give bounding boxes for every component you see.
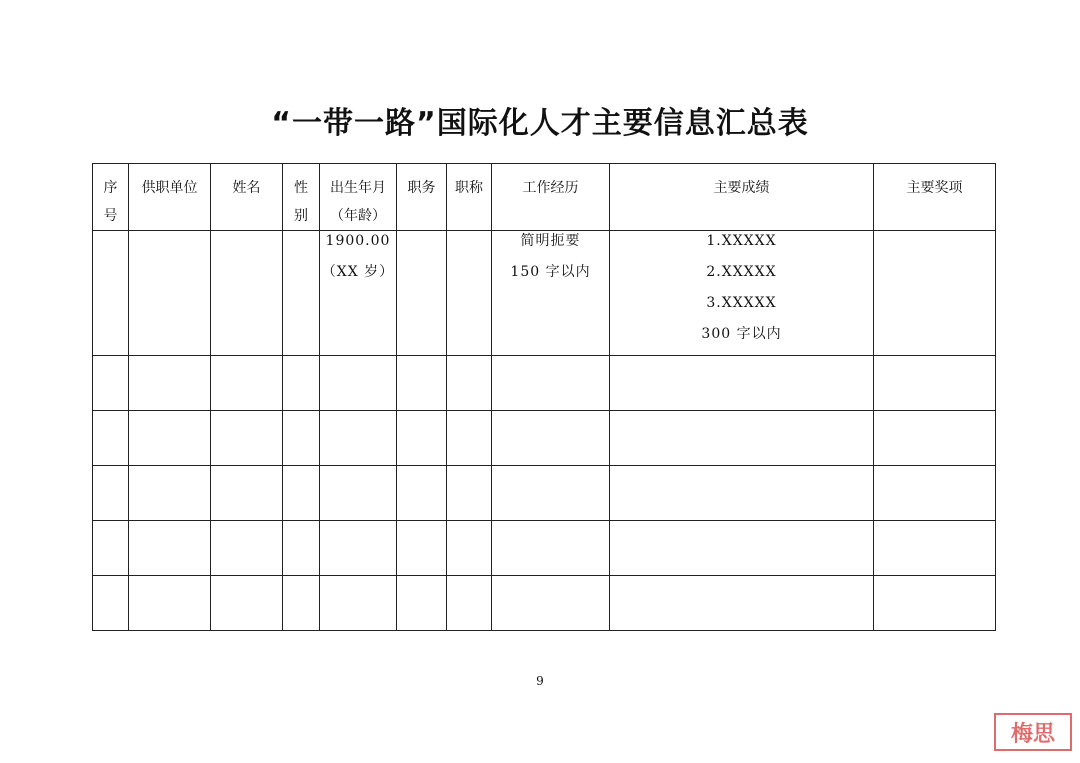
table-cell (610, 411, 874, 466)
table-cell (610, 356, 874, 411)
table-cell (447, 466, 492, 521)
table-cell (397, 231, 447, 356)
page-number: 9 (536, 674, 544, 688)
experience-line-1: 简明扼要 (520, 233, 581, 249)
header-name: 姓名 (211, 164, 283, 231)
table-cell (397, 356, 447, 411)
table-cell (874, 231, 996, 356)
table-row (93, 466, 996, 521)
header-position: 职务 (397, 164, 447, 231)
table-cell (320, 576, 397, 631)
table-cell (320, 466, 397, 521)
table-cell (874, 521, 996, 576)
table-cell (93, 231, 129, 356)
table-cell (447, 411, 492, 466)
table-cell (283, 356, 320, 411)
table-cell (129, 466, 211, 521)
page-title: “一带一路”国际化人才主要信息汇总表 (271, 106, 809, 141)
table-cell (492, 411, 610, 466)
table-cell (610, 521, 874, 576)
table-cell (320, 411, 397, 466)
achievement-line-2: 2.XXXXX (706, 264, 777, 280)
table-cell (492, 521, 610, 576)
table-cell (129, 231, 211, 356)
table-cell (283, 521, 320, 576)
table-cell (397, 411, 447, 466)
table-cell (447, 356, 492, 411)
table-cell (211, 356, 283, 411)
table-row (93, 521, 996, 576)
header-index-line-2: 号 (103, 208, 118, 224)
table-cell (211, 521, 283, 576)
header-gender-line-2: 别 (294, 208, 308, 224)
table-cell (93, 466, 129, 521)
header-awards: 主要奖项 (874, 164, 996, 231)
header-row (93, 164, 996, 231)
header-birth (320, 164, 397, 231)
table-cell (397, 521, 447, 576)
header-achievements: 主要成绩 (610, 164, 874, 231)
table-row (93, 231, 996, 356)
header-gender (283, 164, 320, 231)
birth-age: （XX 岁） (321, 264, 395, 280)
header-experience: 工作经历 (492, 164, 610, 231)
table-cell (93, 521, 129, 576)
table-cell (93, 576, 129, 631)
table-row (93, 411, 996, 466)
header-index-line-1: 序 (103, 180, 118, 196)
table-cell (397, 576, 447, 631)
table-cell (129, 356, 211, 411)
table-cell (874, 356, 996, 411)
table-cell (129, 411, 211, 466)
table-cell (283, 231, 320, 356)
summary-table (92, 163, 996, 631)
table-cell (447, 231, 492, 356)
header-birth-line-2: （年龄） (330, 208, 386, 224)
seal-stamp-icon (994, 713, 1072, 751)
table-cell (283, 576, 320, 631)
table-cell (320, 521, 397, 576)
achievement-line-1: 1.XXXXX (706, 233, 777, 249)
header-employer: 供职单位 (129, 164, 211, 231)
achievement-line-4: 300 字以内 (701, 326, 782, 342)
table-cell (93, 411, 129, 466)
birth-cell (320, 231, 397, 356)
seal-character-1: 梅思 (1010, 721, 1055, 747)
table-row (93, 576, 996, 631)
table-row (93, 356, 996, 411)
header-birth-line-1: 出生年月 (330, 180, 386, 196)
table-cell (874, 411, 996, 466)
achievements-cell (610, 231, 874, 356)
table-cell (129, 521, 211, 576)
table-cell (283, 466, 320, 521)
table-cell (397, 466, 447, 521)
table-cell (447, 576, 492, 631)
table-cell (211, 231, 283, 356)
table-cell (610, 576, 874, 631)
table-cell (211, 576, 283, 631)
table-cell (874, 466, 996, 521)
table-cell (129, 576, 211, 631)
table-cell (492, 356, 610, 411)
table-cell (874, 576, 996, 631)
table-cell (447, 521, 492, 576)
table-cell (610, 466, 874, 521)
header-index (93, 164, 129, 231)
table-cell (492, 576, 610, 631)
table-cell (492, 466, 610, 521)
header-job-title: 职称 (447, 164, 492, 231)
experience-cell (492, 231, 610, 356)
header-gender-line-1: 性 (294, 180, 308, 196)
table-cell (93, 356, 129, 411)
table-cell (283, 411, 320, 466)
table-cell (320, 356, 397, 411)
table-cell (211, 466, 283, 521)
achievement-line-3: 3.XXXXX (706, 295, 777, 311)
experience-line-2: 150 字以内 (510, 264, 591, 280)
birth-date: 1900.00 (325, 233, 391, 249)
table-cell (211, 411, 283, 466)
